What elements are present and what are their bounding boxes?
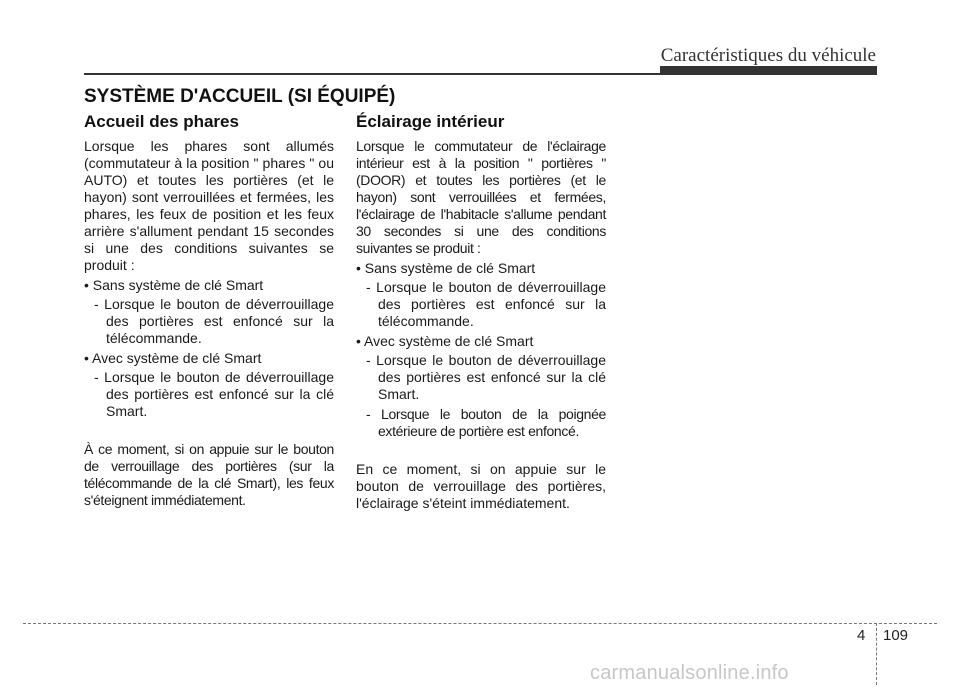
right-outro: En ce moment, si on appuie sur le bouton de verrouillage des portières, l'éclairage s'éteint immédiatement. — [356, 461, 606, 511]
right-column — [356, 112, 606, 515]
right-bullet-2: • Avec système de clé Smart — [356, 333, 534, 349]
footer-rule — [23, 623, 937, 624]
left-bullet-1-dash-1: - Lorsque le bouton de déverrouillage des portières est enfoncé sur la télécommande. — [94, 296, 334, 346]
running-header-title: Caractéristiques du véhicule — [660, 45, 876, 66]
right-bullet-1: • Sans système de clé Smart — [356, 260, 536, 276]
chapter-number: 4 — [857, 627, 866, 644]
footer-divider — [876, 623, 877, 685]
header-rule — [84, 73, 877, 75]
watermark-text: carmanualsonline.info — [590, 662, 789, 684]
left-bullet-2-dash-1: - Lorsque le bouton de déverrouillage des portières est enfoncé sur la clé Smart. — [94, 369, 334, 419]
left-outro: À ce moment, si on appuie sur le bouton de verrouillage des portières (sur la télécommande de la clé Smart), les feux s'éteignent immédiatement. — [84, 441, 334, 508]
left-intro: Lorsque les phares sont allumés (commutateur à la position " phares " ou AUTO) et toutes les portières (et le hayon) sont verrouillées et fermées, les phares, les feux de position et les feux arrière s'allument pendant 15 secondes si une des conditions suivantes se produit : — [84, 138, 334, 273]
right-bullet-1-dash-1: - Lorsque le bouton de déverrouillage des portières est enfoncé sur la télécommande. — [366, 279, 606, 329]
right-heading: Éclairage intérieur — [356, 112, 505, 131]
left-column — [84, 112, 334, 512]
left-heading: Accueil des phares — [84, 112, 239, 131]
right-bullet-2-dash-2: - Lorsque le bouton de la poignée extérieure de portière est enfoncé. — [366, 406, 606, 439]
left-bullet-1: • Sans système de clé Smart — [84, 277, 264, 293]
right-intro: Lorsque le commutateur de l'éclairage intérieur est à la position " portières " (DOOR) et toutes les portières (et le hayon) sont verrouillées et fermées, l'éclairage de l'habitacle s'allume pendant 30 secondes si une des conditions suivantes se produit : — [356, 138, 606, 256]
left-bullet-2: • Avec système de clé Smart — [84, 350, 262, 366]
page-number: 109 — [883, 627, 909, 644]
right-bullet-2-dash-1: - Lorsque le bouton de déverrouillage des portières est enfoncé sur la clé Smart. — [366, 352, 606, 402]
header-accent-bar — [660, 66, 877, 73]
section-title: SYSTÈME D'ACCUEIL (SI ÉQUIPÉ) — [84, 86, 396, 107]
